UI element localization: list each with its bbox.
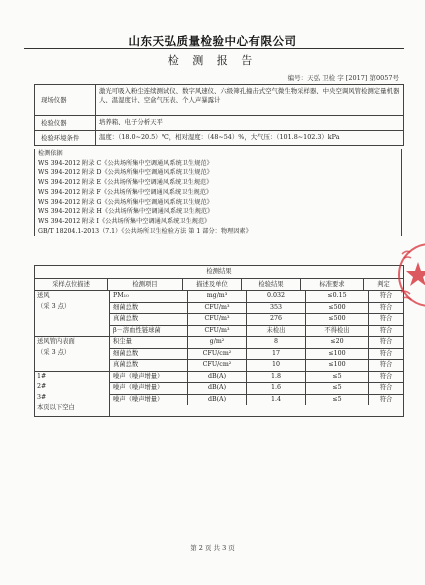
- table-row: [110, 372, 403, 383]
- basis-line: WS 394-2012 附录 F《公共场所集中空调通风系统卫生规范》: [38, 188, 213, 196]
- cell-item: β－溶血性链球菌: [110, 326, 188, 337]
- cell-item: 真菌总数: [110, 314, 188, 325]
- cell-judgement: 符合: [379, 315, 393, 322]
- location-name: 3#: [37, 393, 47, 401]
- cell-standard: ≤20: [306, 337, 369, 348]
- cell-item: PM₁₀: [110, 291, 188, 302]
- cell-result: 1.4: [247, 395, 306, 406]
- basis-title: 检测依据: [38, 150, 63, 157]
- group-rows: [110, 337, 403, 371]
- basis-line: WS 394-2012 附录 E《公共场所集中空调通风系统卫生规范》: [38, 179, 213, 187]
- lab-instruments-label: 检验仪器: [35, 116, 96, 130]
- table-row: [110, 313, 403, 325]
- cell-judgement: 符合: [379, 303, 393, 311]
- location-cell: [35, 337, 110, 371]
- cell-judgement: 符合: [379, 384, 393, 391]
- basis-line: WS 394-2012 附录 D《公共场所集中空调通风系统卫生规范》: [38, 169, 213, 177]
- table-row: [110, 348, 403, 360]
- cell-standard: ≤5: [306, 383, 369, 394]
- cell-standard: ≤5: [306, 395, 369, 406]
- location-name: 送风管内表面: [37, 338, 75, 345]
- blank-note: 本页以下空白: [37, 404, 75, 411]
- cell-item: 真菌总数: [110, 360, 188, 371]
- cell-item: 积尘量: [110, 337, 188, 348]
- cell-unit: dB(A): [188, 395, 247, 406]
- cell-unit: CFU/cm²: [188, 349, 247, 360]
- cell-judgement: 符合: [379, 361, 393, 368]
- group-rows: [110, 372, 403, 416]
- cell-item: 细菌总数: [110, 303, 188, 314]
- basis-line: WS 394-2012 附录 C《公共场所集中空调通风系统卫生规范》: [38, 159, 213, 167]
- group-rows: [110, 291, 403, 336]
- table-row: [110, 302, 403, 314]
- company-name: 山东天弘质量检验中心有限公司: [128, 34, 297, 48]
- location-cell: [35, 372, 110, 416]
- location-name: 1#: [37, 372, 47, 380]
- cell-standard: 不得检出: [306, 326, 369, 337]
- cell-result: 8: [247, 337, 306, 348]
- test-basis: [34, 149, 402, 236]
- info-row-lab-instruments: [35, 115, 403, 130]
- lab-instruments-value: 培养箱、电子分析天平: [99, 118, 163, 126]
- header-item: 检测项目: [108, 279, 183, 290]
- instruments-value: 激光可吸入粉尘连续测试仪、数字风速仪、六级筛孔撞击式空气微生物采样器、中央空调风管检测定量机器人、温湿度计、空盒气压表、个人声暴露计: [99, 87, 400, 104]
- location-points: （采 3 点）: [37, 302, 71, 310]
- cell-unit: CFU/m³: [188, 326, 247, 337]
- cell-standard: ≤5: [306, 372, 369, 383]
- cell-item: 细菌总数: [110, 349, 188, 360]
- header-divider: [24, 48, 404, 49]
- basis-line: WS 394-2012 附录 H《公共场所集中空调通风系统卫生规范》: [38, 208, 214, 216]
- instruments-label: 现场仪器: [35, 85, 96, 115]
- cell-standard: ≤0.15: [306, 291, 369, 302]
- env-value: 温度：（18.0~20.5）℃，相对湿度：（48~54）%，大气压：（101.8~102.3）kPa: [99, 133, 340, 141]
- table-row: [110, 337, 403, 348]
- info-row-environment: [35, 130, 403, 145]
- cell-unit: dB(A): [188, 372, 247, 383]
- table-row: [110, 291, 403, 302]
- report-title: 检 测 报 告: [167, 54, 258, 67]
- cell-unit: CFU/m³: [188, 303, 247, 314]
- header-judgement: 判定: [377, 281, 390, 288]
- cell-item: 噪声（噪声增量）: [110, 372, 188, 383]
- cell-standard: ≤500: [306, 314, 369, 325]
- info-table: [34, 84, 404, 146]
- cell-standard: ≤100: [306, 349, 369, 360]
- cell-unit: g/m²: [188, 337, 247, 348]
- basis-line: WS 394-2012 附录 I《公共场所集中空调通风系统卫生规范》: [38, 217, 211, 225]
- cell-result: 10: [247, 360, 306, 371]
- header-unit: 描述及单位: [183, 279, 242, 290]
- cell-standard: ≤100: [306, 360, 369, 371]
- table-row-empty: [110, 405, 403, 416]
- cell-result: 276: [247, 314, 306, 325]
- results-group-duct-surface: [35, 337, 403, 372]
- location-points: （采 3 点）: [37, 348, 71, 356]
- table-row: [110, 359, 403, 371]
- cell-result: 未检出: [247, 326, 306, 337]
- cell-judgement: 符合: [379, 326, 393, 334]
- results-group-noise: [35, 372, 403, 416]
- seal-stamp: [396, 240, 425, 310]
- table-row: [110, 382, 403, 394]
- header-result: 检验结果: [242, 279, 301, 290]
- cell-item: 噪声（噪声增量）: [110, 383, 188, 394]
- cell-unit: dB(A): [188, 383, 247, 394]
- cell-unit: mg/m³: [188, 291, 247, 302]
- header-location: 采样点位描述: [35, 279, 108, 290]
- cell-result: 17: [247, 349, 306, 360]
- cell-judgement: 符合: [379, 349, 393, 357]
- seal-star-icon: [396, 240, 425, 310]
- cell-unit: CFU/m³: [188, 314, 247, 325]
- cell-judgement: 符合: [379, 292, 393, 299]
- report-number: 编号：天弘 卫检 字 [2017] 第0057号: [287, 74, 399, 82]
- cell-result: 353: [247, 303, 306, 314]
- results-table: [34, 265, 404, 417]
- location-name: 送风: [37, 292, 50, 299]
- location-name: 2#: [37, 383, 47, 390]
- table-row: [110, 325, 403, 337]
- results-group-supply-air: [35, 291, 403, 337]
- cell-judgement: 符合: [379, 395, 393, 403]
- info-row-instruments: [35, 85, 403, 115]
- cell-standard: ≤500: [306, 303, 369, 314]
- cell-judgement: 符合: [379, 372, 393, 380]
- page-footer: 第 2 页 共 3 页: [190, 544, 235, 552]
- results-title: 检测结果: [35, 266, 403, 279]
- basis-line: GB/T 18204.1-2013（7.1）《公共场所卫生检验方法 第 1 部分：物理因素》: [38, 227, 252, 235]
- basis-line: WS 394-2012 附录 G《公共场所集中空调通风系统卫生规范》: [38, 198, 213, 206]
- location-cell: [35, 291, 110, 336]
- cell-judgement: 符合: [379, 338, 393, 345]
- header-standard: 标准要求: [301, 279, 364, 290]
- cell-item: 噪声（噪声增量）: [110, 395, 188, 406]
- results-header-row: [35, 279, 403, 291]
- env-label: 检验环境条件: [35, 131, 96, 145]
- cell-unit: CFU/cm²: [188, 360, 247, 371]
- cell-result: 1.8: [247, 372, 306, 383]
- cell-result: 0.032: [247, 291, 306, 302]
- table-row: [110, 394, 403, 406]
- cell-result: 1.6: [247, 383, 306, 394]
